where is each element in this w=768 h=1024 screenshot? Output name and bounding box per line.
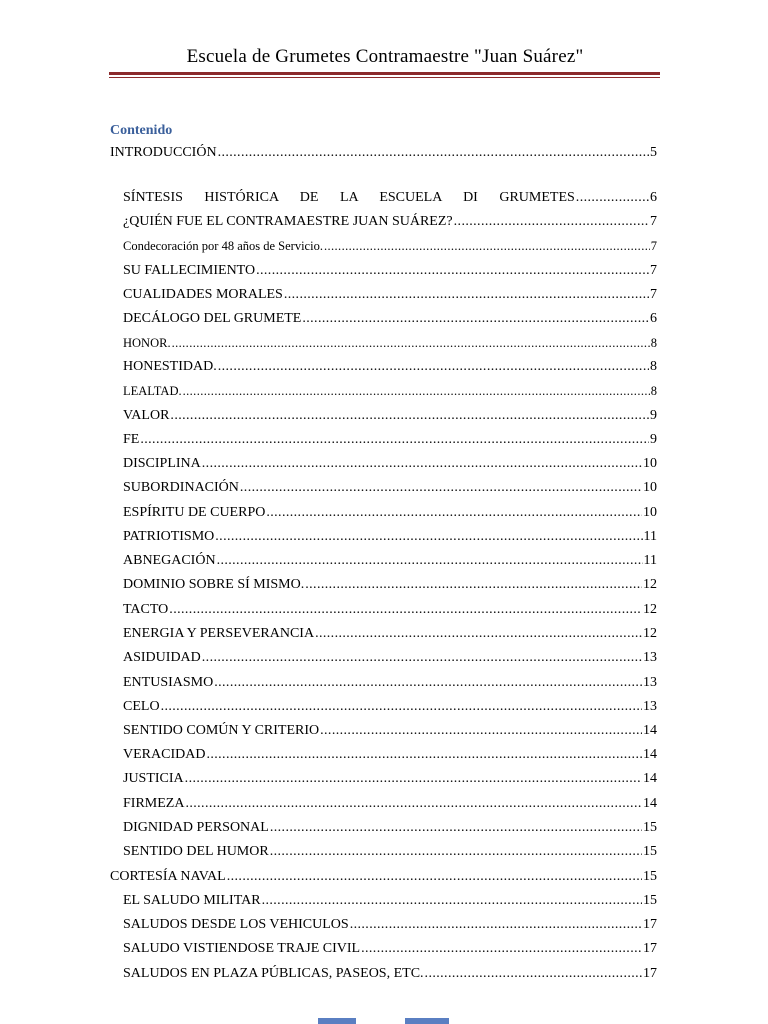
toc-entry[interactable] [123,311,657,327]
toc-dot-leader [185,771,642,787]
toc-entry-page-number: 14 [643,723,657,738]
toc-entry-page-number: 13 [643,675,657,690]
toc-entry-page-number: 13 [643,699,657,714]
toc-entry[interactable] [123,505,657,521]
toc-entry-label: SU FALLECIMIENTO [123,263,256,278]
toc-dot-leader [202,650,642,666]
toc-entry[interactable] [123,699,657,715]
toc-dot-leader [214,675,642,691]
toc-entry-label: CORTESÍA NAVAL [110,869,226,884]
toc-entry-page-number: 14 [643,796,657,811]
toc-entry-label: LEALTAD. [123,384,182,398]
toc-entry-label: ¿QUIÉN FUE EL CONTRAMAESTRE JUAN SUÁREZ? [123,214,453,229]
toc-entry-page-number: 8 [650,359,657,374]
toc-dot-leader [305,577,642,593]
toc-entry-page-number: 17 [643,966,657,981]
toc-dot-leader [215,529,642,545]
toc-entry-page-number: 14 [643,771,657,786]
toc-entry[interactable] [123,626,657,642]
toc-entry-label: CUALIDADES MORALES [123,287,283,302]
toc-entry[interactable] [123,190,657,206]
toc-entry-page-number: 17 [643,941,657,956]
toc-entry-page-number: 17 [643,917,657,932]
toc-entry[interactable] [123,723,657,739]
toc-entry-label: ESPÍRITU DE CUERPO [123,505,266,520]
toc-entry-label: EL SALUDO MILITAR [123,893,261,908]
toc-entry[interactable] [123,335,657,351]
toc-dot-leader [185,796,642,812]
toc-entry-page-number: 13 [643,650,657,665]
toc-entry-page-number: 15 [643,869,657,884]
toc-dot-leader [270,820,642,836]
toc-entry-label: TACTO [123,602,169,617]
toc-dot-leader [183,383,650,399]
toc-entry[interactable] [123,796,657,812]
toc-entry-page-number: 11 [643,529,657,544]
toc-entry[interactable] [123,529,657,545]
toc-dot-leader [266,505,642,521]
toc-entry-label: INTRODUCCIÓN [110,145,217,160]
toc-entry[interactable] [123,408,657,424]
toc-entry-label: HONESTIDAD. [123,359,217,374]
toc-entry[interactable] [123,432,657,448]
toc-entry[interactable] [123,602,657,618]
toc-entry-label: SÍNTESIS HISTÓRICA DE LA ESCUELA DI GRUMETES [123,190,575,205]
toc-entry-label: DECÁLOGO DEL GRUMETE [123,311,302,326]
toc-entry-page-number: 6 [650,190,657,205]
toc-entry-page-number: 8 [650,384,657,398]
toc-entry-page-number: 14 [643,747,657,762]
toc-entry[interactable] [123,263,657,279]
toc-entry[interactable] [123,383,657,399]
header-rule-thick [109,72,660,75]
toc-entry-page-number: 9 [650,408,657,423]
toc-entry[interactable] [123,966,657,982]
toc-entry-label: JUSTICIA [123,771,184,786]
toc-entry-label: ENERGIA Y PERSEVERANCIA [123,626,315,641]
toc-entry-label: SENTIDO DEL HUMOR [123,844,269,859]
toc-entry-label: HONOR. [123,336,171,350]
toc-entry[interactable] [123,820,657,836]
toc-dot-leader [202,456,642,472]
toc-entry-label: CELO [123,699,160,714]
toc-entry-label: SUBORDINACIÓN [123,480,239,495]
toc-entry-page-number: 12 [643,577,657,592]
toc-entry-label: DOMINIO SOBRE SÍ MISMO. [123,577,305,592]
toc-entry[interactable] [123,287,657,303]
toc-entry-page-number: 15 [643,820,657,835]
toc-entry-page-number: 7 [650,214,657,229]
footer-decoration-left [318,1018,356,1024]
toc-dot-leader [240,480,642,496]
toc-entry-label: DISCIPLINA [123,456,201,471]
toc-entry[interactable] [123,675,657,691]
toc-dot-leader [576,190,649,206]
toc-entry-label: ENTUSIASMO [123,675,214,690]
toc-dot-leader [315,626,642,642]
toc-dot-leader [454,214,649,230]
toc-entry[interactable] [123,941,657,957]
toc-dot-leader [170,408,649,424]
toc-entry-label: SALUDOS EN PLAZA PÚBLICAS, PASEOS, ETC. [123,966,424,981]
toc-entry[interactable] [110,869,657,885]
toc-entry[interactable] [123,214,657,230]
toc-dot-leader [284,287,649,303]
toc-entry-label: SALUDO VISTIENDOSE TRAJE CIVIL [123,941,361,956]
toc-entry-label: FIRMEZA [123,796,185,811]
toc-entry[interactable] [123,917,657,933]
toc-dot-leader [218,359,649,375]
toc-entry-page-number: 10 [643,456,657,471]
toc-entry-label: DIGNIDAD PERSONAL [123,820,269,835]
toc-entry[interactable] [123,844,657,860]
toc-entry-page-number: 5 [650,145,657,160]
toc-dot-leader [302,311,649,327]
toc-entry[interactable] [123,650,657,666]
toc-dot-leader [227,869,642,885]
toc-heading: Contenido [110,123,173,138]
toc-dot-leader [206,747,642,763]
toc-entry[interactable] [123,553,657,569]
toc-dot-leader [425,966,642,982]
toc-entry[interactable] [123,480,657,496]
toc-entry[interactable] [123,238,657,254]
toc-entry-page-number: 7 [650,287,657,302]
toc-dot-leader [361,941,642,957]
toc-dot-leader [256,263,649,279]
toc-entry-page-number: 10 [643,505,657,520]
toc-entry[interactable] [123,359,657,375]
toc-entry-label: Condecoración por 48 años de Servicio. [123,239,323,253]
toc-entry-page-number: 8 [650,336,657,350]
toc-dot-leader [324,238,650,254]
toc-entry-label: SALUDOS DESDE LOS VEHICULOS [123,917,349,932]
document-title: Escuela de Grumetes Contramaestre "Juan Suárez" [186,46,584,67]
toc-entry-page-number: 12 [643,626,657,641]
toc-entry-label: VERACIDAD [123,747,206,762]
toc-dot-leader [218,145,649,161]
header-rule-thin [109,77,660,78]
toc-entry-page-number: 11 [643,553,657,568]
toc-entry-page-number: 15 [643,844,657,859]
toc-dot-leader [169,602,642,618]
toc-entry-label: ABNEGACIÓN [123,553,216,568]
toc-dot-leader [270,844,642,860]
toc-entry-label: FE [123,432,140,447]
footer-decoration-right [405,1018,449,1024]
toc-entry-label: PATRIOTISMO [123,529,215,544]
toc-entry-page-number: 6 [650,311,657,326]
toc-entry-page-number: 7 [650,239,657,253]
toc-entry[interactable] [123,456,657,472]
toc-entry-page-number: 10 [643,480,657,495]
toc-entry[interactable] [123,893,657,909]
toc-entry-page-number: 7 [650,263,657,278]
toc-entry[interactable] [123,577,657,593]
toc-entry[interactable] [123,771,657,787]
toc-entry[interactable] [110,145,657,161]
toc-dot-leader [217,553,643,569]
toc-dot-leader [262,893,642,909]
toc-dot-leader [320,723,642,739]
toc-entry-label: ASIDUIDAD [123,650,201,665]
toc-dot-leader [161,699,642,715]
toc-entry-page-number: 9 [650,432,657,447]
toc-dot-leader [172,335,650,351]
toc-entry-label: VALOR [123,408,170,423]
toc-entry-page-number: 12 [643,602,657,617]
toc-entry-label: SENTIDO COMÚN Y CRITERIO [123,723,320,738]
toc-entry[interactable] [123,747,657,763]
toc-dot-leader [350,917,642,933]
toc-entry-page-number: 15 [643,893,657,908]
toc-dot-leader [140,432,649,448]
